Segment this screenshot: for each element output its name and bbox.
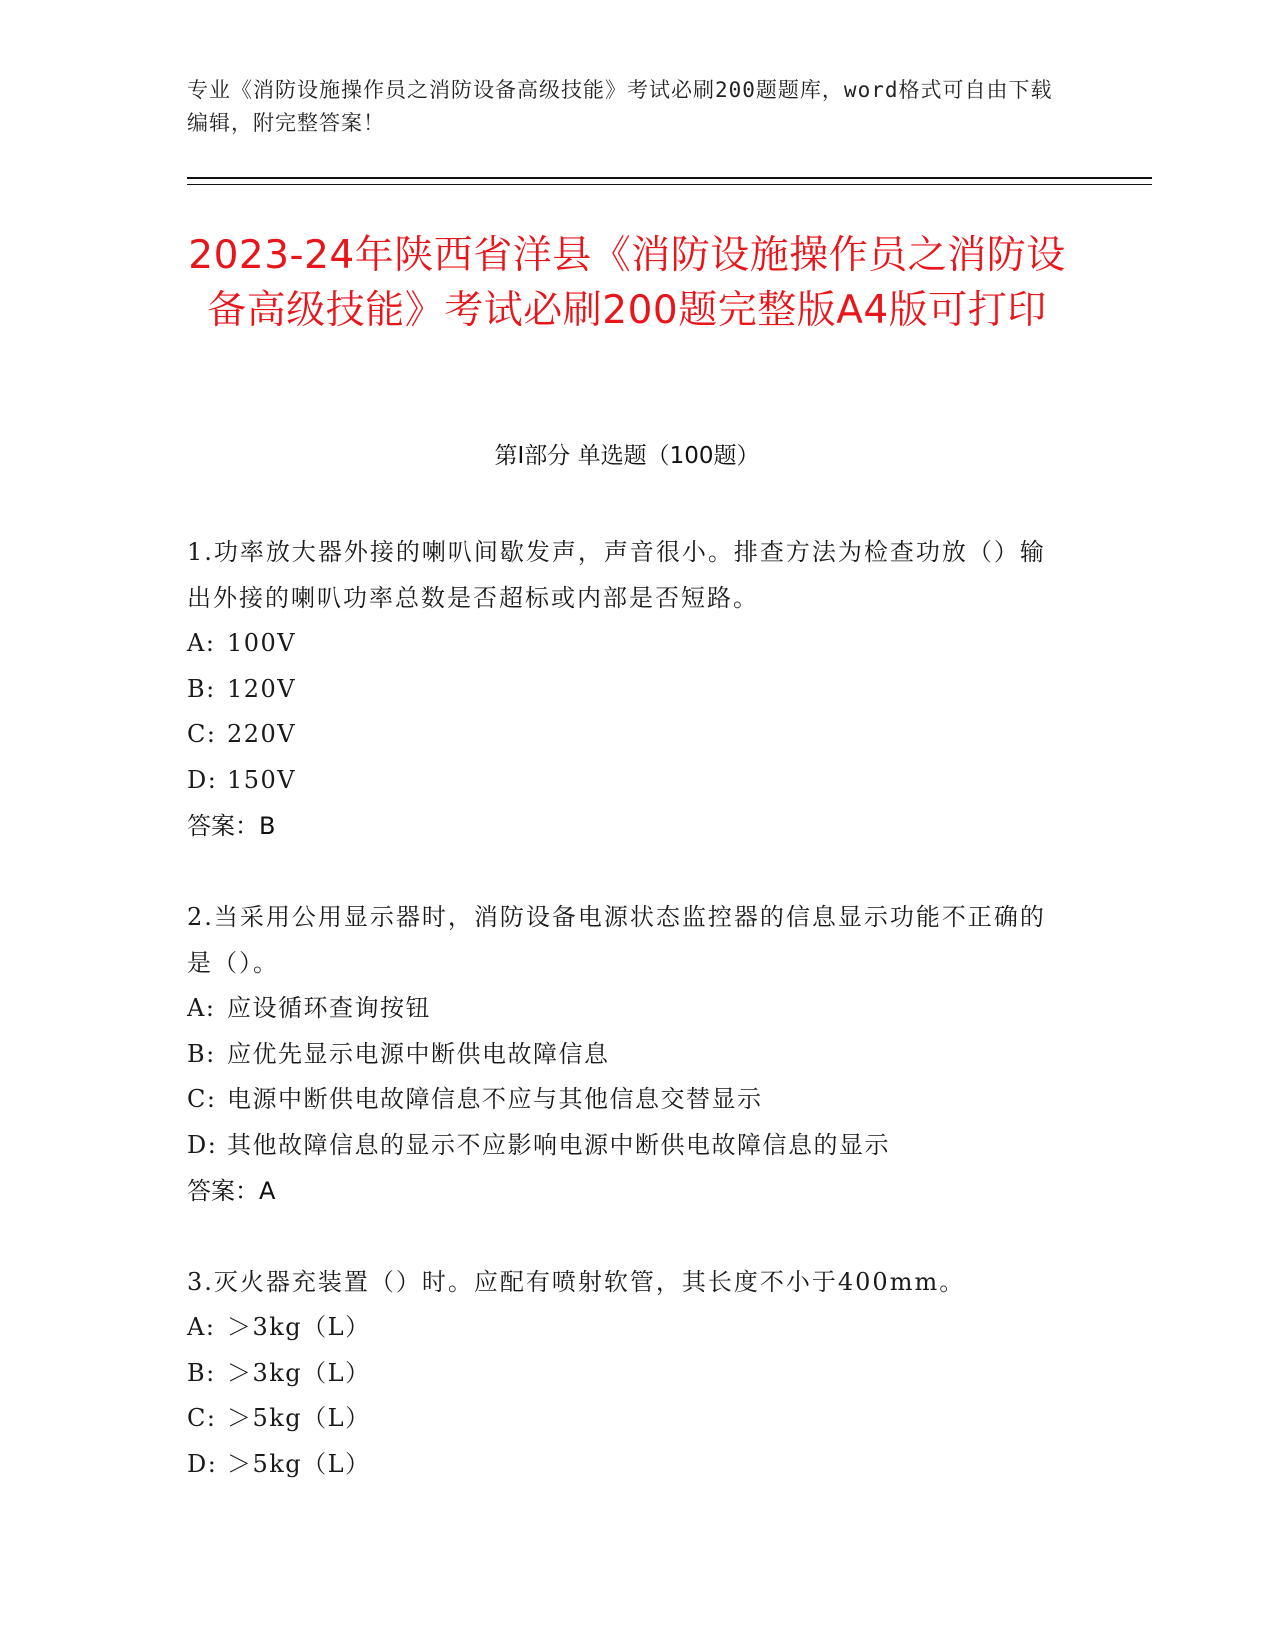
option-text: 其他故障信息的显示不应影响电源中断供电故障信息的显示 xyxy=(227,1130,890,1159)
answer-prefix: 答案： xyxy=(187,1177,259,1205)
option-text: ＞5kg（L） xyxy=(227,1404,371,1432)
option-key: C: xyxy=(187,720,217,748)
option-c xyxy=(187,1396,1067,1442)
option-key: D: xyxy=(187,765,218,794)
option-d xyxy=(187,1123,1067,1169)
question-list xyxy=(187,529,1067,1532)
option-key: D: xyxy=(187,1449,218,1478)
option-key: B: xyxy=(187,1358,216,1387)
option-key: B: xyxy=(187,1039,216,1068)
answer-line xyxy=(187,803,1067,849)
answer-value: B xyxy=(259,812,276,840)
answer-line xyxy=(187,1168,1067,1214)
option-b xyxy=(187,1351,1067,1397)
question-1 xyxy=(187,529,1067,849)
option-text: 120V xyxy=(227,674,297,703)
question-stem: 1.功率放大器外接的喇叭间歇发声，声音很小。排查方法为检查功放（）输出外接的喇叭功率总数是否超标或内部是否短路。 xyxy=(187,538,1046,612)
option-c xyxy=(187,1077,1067,1123)
option-key: A: xyxy=(187,994,216,1022)
option-a xyxy=(187,1305,1067,1351)
question-stem: 3.灭火器充装置（）时。应配有喷射软管，其长度不小于400mm。 xyxy=(187,1268,966,1296)
question-3 xyxy=(187,1259,1067,1487)
option-key: A: xyxy=(187,629,216,657)
header-note: 专业《消防设施操作员之消防设备高级技能》考试必刷200题题库，word格式可自由下载编辑，附完整答案！ xyxy=(187,78,1053,135)
option-key: A: xyxy=(187,1313,216,1341)
option-text: 电源中断供电故障信息不应与其他信息交替显示 xyxy=(227,1085,763,1113)
question-stem: 2.当采用公用显示器时，消防设备电源状态监控器的信息显示功能不正确的是（）。 xyxy=(187,903,1046,977)
option-text: ＞3kg（L） xyxy=(227,1313,371,1341)
option-d xyxy=(187,758,1067,804)
option-key: B: xyxy=(187,674,216,703)
option-b xyxy=(187,667,1067,713)
section-heading: 第I部分 单选题（100题） xyxy=(494,443,760,469)
option-c xyxy=(187,712,1067,758)
option-a xyxy=(187,621,1067,667)
option-d xyxy=(187,1442,1067,1488)
option-text: 150V xyxy=(227,765,297,794)
option-key: C: xyxy=(187,1404,217,1432)
option-a xyxy=(187,986,1067,1032)
option-text: 应设循环查询按钮 xyxy=(227,994,431,1022)
document-title: 2023-24年陕西省洋县《消防设施操作员之消防设备高级技能》考试必刷200题完整版A4版可打印 xyxy=(188,233,1066,333)
answer-value: A xyxy=(259,1177,276,1205)
question-2 xyxy=(187,894,1067,1214)
option-text: 应优先显示电源中断供电故障信息 xyxy=(227,1039,610,1068)
answer-prefix: 答案： xyxy=(187,812,259,840)
option-b xyxy=(187,1032,1067,1078)
option-key: D: xyxy=(187,1130,218,1159)
option-text: 100V xyxy=(227,629,297,657)
header-divider-thin xyxy=(187,184,1152,185)
option-key: C: xyxy=(187,1085,217,1113)
option-text: 220V xyxy=(227,720,297,748)
header-divider-thick xyxy=(187,177,1152,179)
option-text: ＞3kg（L） xyxy=(227,1358,371,1387)
option-text: ＞5kg（L） xyxy=(227,1449,371,1478)
